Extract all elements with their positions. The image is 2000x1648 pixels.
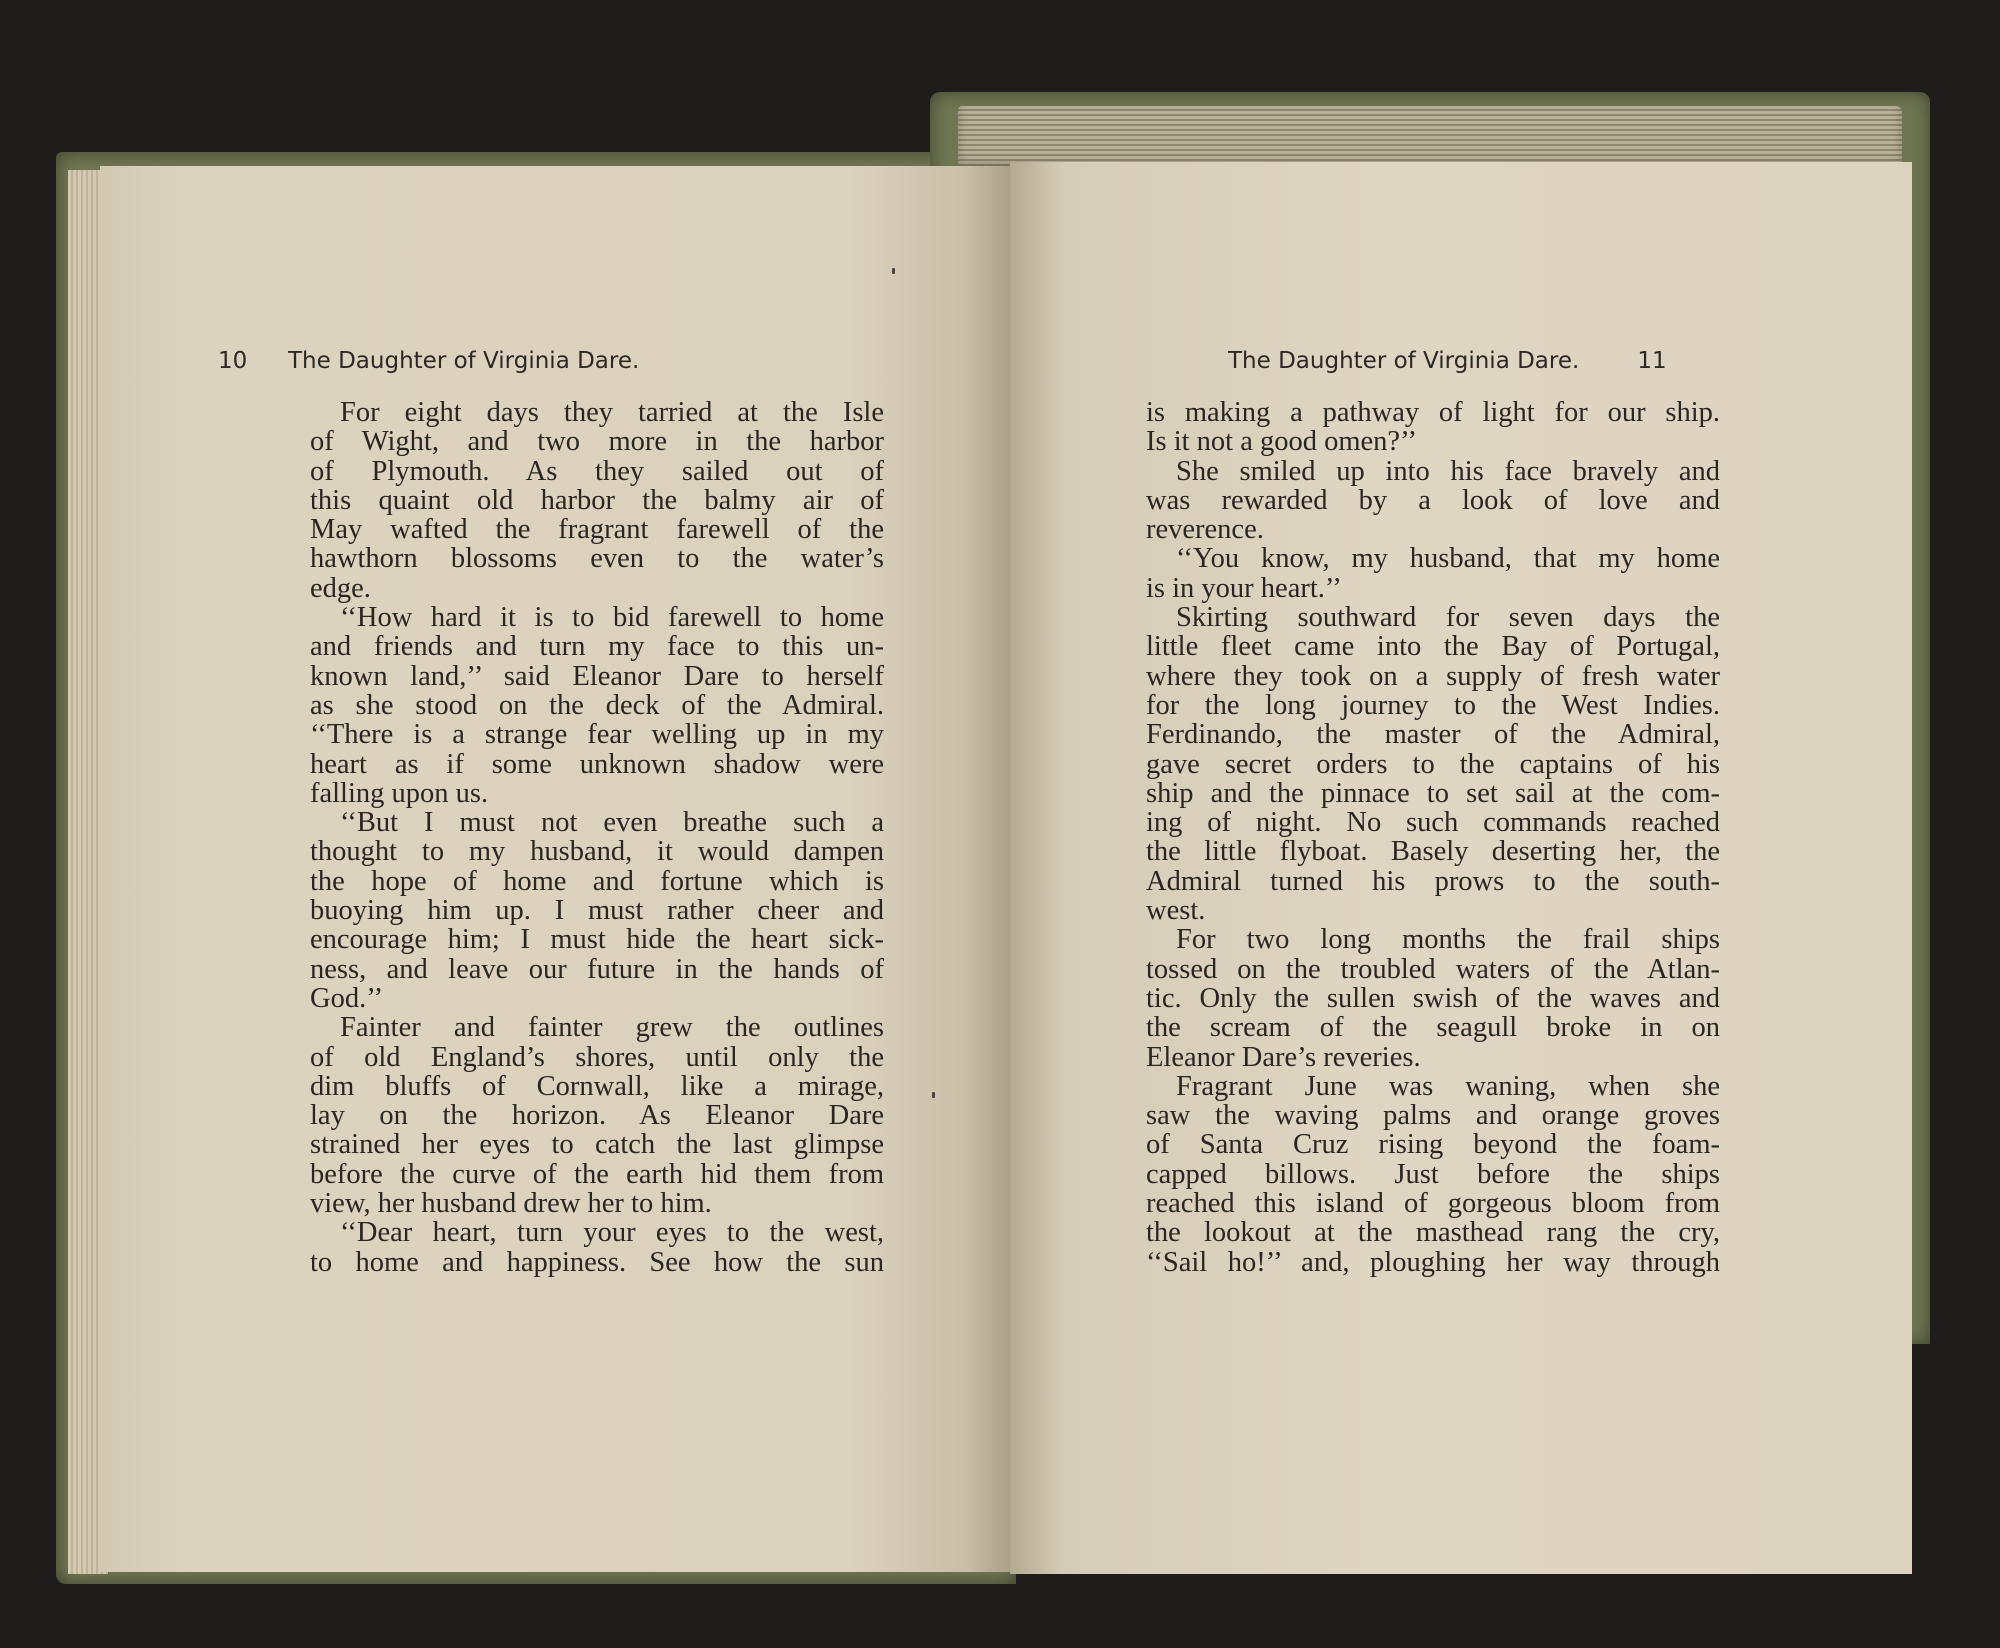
text-line: dim bluffs of Cornwall, like a mirage, (310, 1070, 884, 1102)
text-line: the lookout at the masthead rang the cry, (1146, 1217, 1720, 1249)
page-speck (892, 268, 895, 274)
text-line: is in your heart.’’ (1146, 572, 1342, 604)
left-running-head (218, 348, 639, 374)
text-line: as she stood on the deck of the Admiral. (310, 689, 884, 721)
right-running-head (1228, 348, 1667, 374)
text-line: ship and the pinnace to set sail at the com- (1146, 777, 1720, 809)
left-page-text (310, 398, 884, 1277)
text-line: tic. Only the sullen swish of the waves and (1146, 982, 1720, 1014)
text-line: edge. (310, 572, 371, 604)
text-line: was rewarded by a look of love and (1146, 484, 1720, 516)
text-line: ‘‘Sail ho!’’ and, ploughing her way through (1146, 1246, 1720, 1278)
text-line: ‘‘How hard it is to bid farewell to home (340, 602, 884, 634)
text-line: God.’’ (310, 982, 384, 1014)
text-line: ‘‘Dear heart, turn your eyes to the west, (340, 1217, 884, 1249)
text-line: ing of night. No such commands reached (1146, 807, 1720, 839)
text-line: Fragrant June was waning, when she (1176, 1070, 1720, 1102)
text-line: west. (1146, 895, 1206, 927)
text-line: For two long months the frail ships (1176, 924, 1720, 956)
text-line: lay on the horizon. As Eleanor Dare (310, 1100, 884, 1132)
text-line: ‘‘You know, my husband, that my home (1176, 543, 1720, 575)
left-page-number: 10 (218, 348, 248, 374)
page-speck (932, 1092, 935, 1098)
right-page-text (1146, 398, 1720, 1277)
text-line: tossed on the troubled waters of the Atlan- (1146, 953, 1720, 985)
text-line: of Plymouth. As they sailed out of (310, 455, 884, 487)
text-line: Admiral turned his prows to the south- (1146, 865, 1720, 897)
text-line: the hope of home and fortune which is (310, 865, 884, 897)
text-line: Eleanor Dare’s reveries. (1146, 1041, 1421, 1073)
text-line: capped billows. Just before the ships (1146, 1158, 1720, 1190)
text-line: reverence. (1146, 514, 1264, 546)
text-line: ness, and leave our future in the hands of (310, 953, 884, 985)
text-line: before the curve of the earth hid them from (310, 1158, 884, 1190)
text-line: is making a pathway of light for our ship. (1146, 397, 1720, 428)
text-line: of Wight, and two more in the harbor (310, 426, 884, 458)
text-line: thought to my husband, it would dampen (310, 836, 884, 868)
text-line: falling upon us. (310, 777, 489, 809)
text-line: strained her eyes to catch the last glimpse (310, 1129, 884, 1161)
text-line: of Santa Cruz rising beyond the foam- (1146, 1129, 1720, 1161)
text-line: heart as if some unknown shadow were (310, 748, 884, 780)
text-line: for the long journey to the West Indies. (1146, 689, 1720, 721)
text-line: hawthorn blossoms even to the water’s (310, 543, 884, 575)
text-line: little fleet came into the Bay of Portugal, (1146, 631, 1720, 663)
text-line: For eight days they tarried at the Isle (340, 397, 884, 428)
text-line: known land,’’ said Eleanor Dare to herself (310, 660, 884, 692)
text-line: Skirting southward for seven days the (1176, 602, 1720, 634)
text-line: of old England’s shores, until only the (310, 1041, 884, 1073)
right-running-title: The Daughter of Virginia Dare. (1228, 348, 1580, 374)
text-line: Is it not a good omen?’’ (1146, 426, 1417, 458)
text-line: She smiled up into his face bravely and (1176, 455, 1720, 487)
text-line: where they took on a supply of fresh water (1146, 660, 1720, 692)
text-line: ‘‘But I must not even breathe such a (340, 807, 884, 839)
text-line: saw the waving palms and orange groves (1146, 1100, 1720, 1132)
text-line: Fainter and fainter grew the outlines (340, 1012, 884, 1044)
text-line: the little flyboat. Basely deserting her, the (1146, 836, 1720, 868)
right-page-number: 11 (1637, 348, 1667, 374)
text-line: reached this island of gorgeous bloom from (1146, 1188, 1720, 1220)
text-line: to home and happiness. See how the sun (310, 1246, 884, 1278)
text-line: this quaint old harbor the balmy air of (310, 484, 884, 516)
text-line: gave secret orders to the captains of his (1146, 748, 1720, 780)
text-line: and friends and turn my face to this un- (310, 631, 884, 663)
text-line: buoying him up. I must rather cheer and (310, 895, 884, 927)
text-line: Ferdinando, the master of the Admiral, (1146, 719, 1720, 751)
left-running-title: The Daughter of Virginia Dare. (288, 348, 640, 374)
text-line: ‘‘There is a strange fear welling up in my (310, 719, 884, 751)
text-line: encourage him; I must hide the heart sick- (310, 924, 884, 956)
text-line: view, her husband drew her to him. (310, 1188, 712, 1220)
text-line: the scream of the seagull broke in on (1146, 1012, 1720, 1044)
text-line: May wafted the fragrant farewell of the (310, 514, 884, 546)
page-block-edges (958, 106, 1902, 170)
